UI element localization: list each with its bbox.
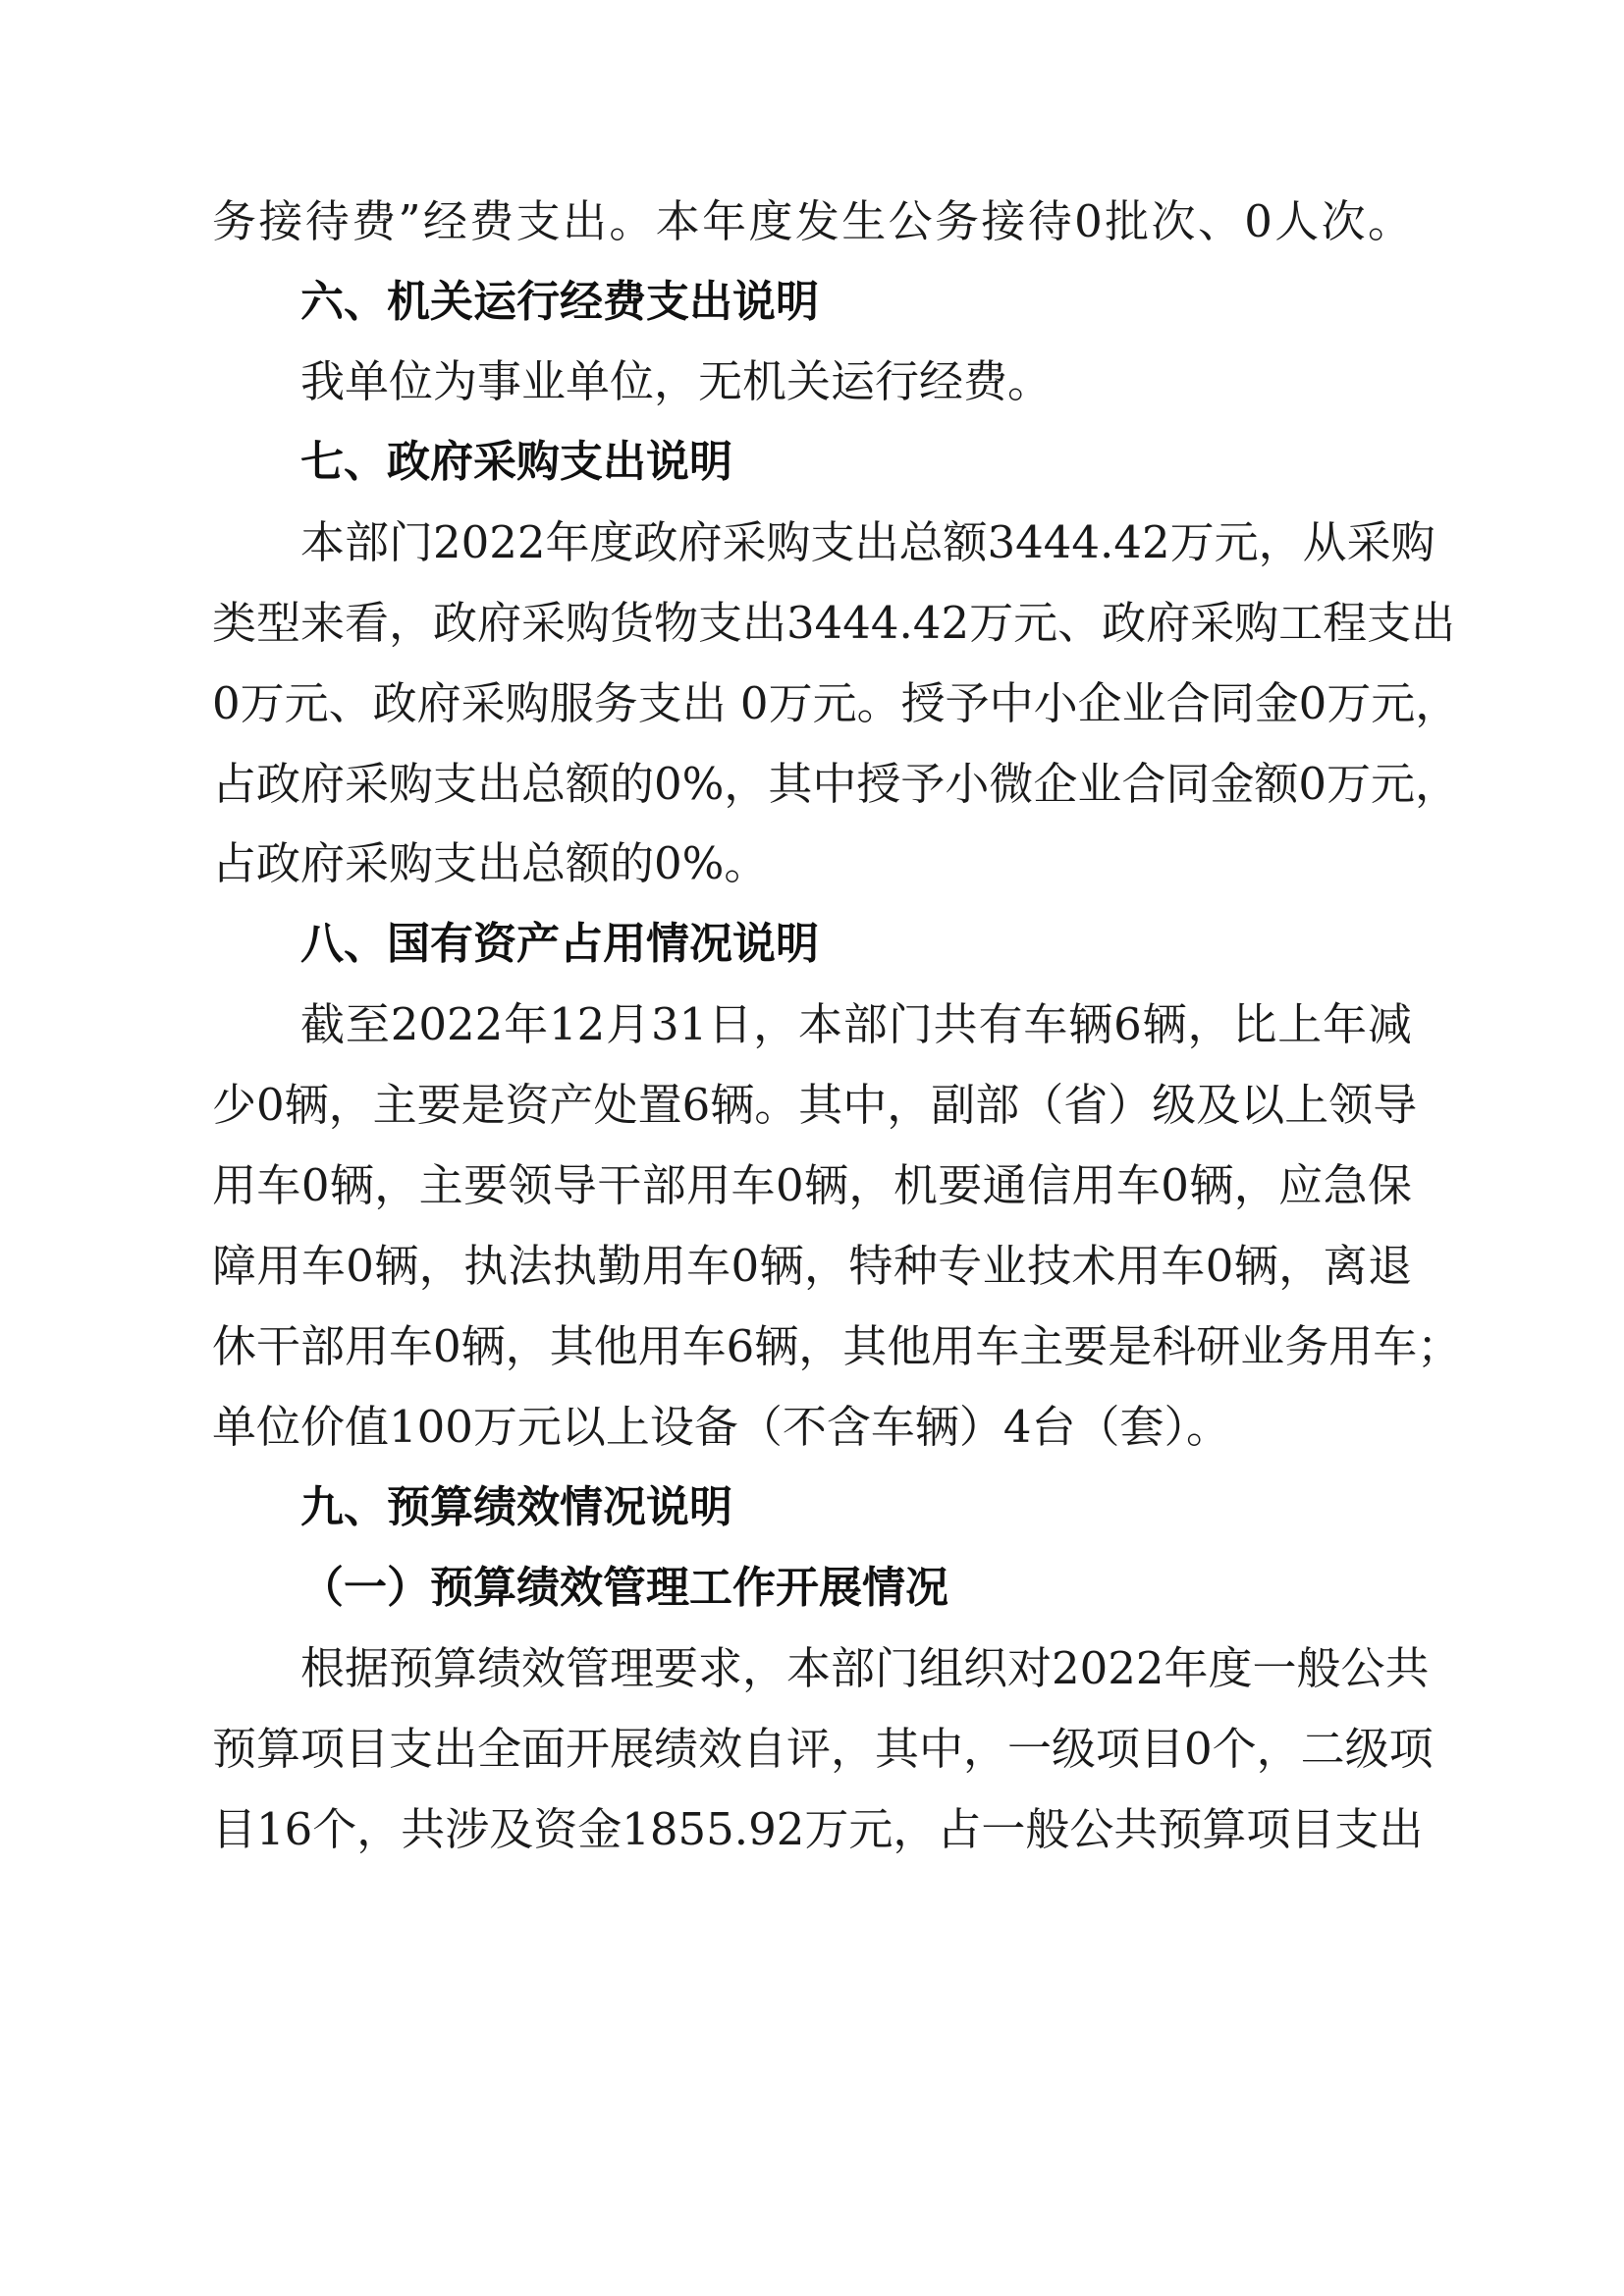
paragraph-line: 0万元、政府采购服务支出 0万元。授予中小企业合同金0万元， (212, 677, 1460, 729)
paragraph-line: 截至2022年12月31日，本部门共有车辆6辆，比上年减 (300, 998, 1412, 1050)
paragraph-line: 占政府采购支出总额的0%，其中授予小微企业合同金额0万元， (212, 758, 1460, 810)
paragraph-line: 用车0辆，主要领导干部用车0辆，机要通信用车0辆，应急保 (212, 1159, 1412, 1211)
paragraph-line: 单位价值100万元以上设备（不含车辆）4台（套）。 (212, 1401, 1231, 1453)
subsection-heading-9-1: （一）预算绩效管理工作开展情况 (300, 1563, 948, 1613)
section-heading-7: 七、政府采购支出说明 (300, 437, 732, 487)
section-heading-8: 八、国有资产占用情况说明 (300, 919, 819, 969)
paragraph-line: 根据预算绩效管理要求，本部门组织对2022年度一般公共 (300, 1642, 1430, 1694)
section-heading-9: 九、预算绩效情况说明 (300, 1482, 732, 1532)
paragraph-line: 少0辆，主要是资产处置6辆。其中，副部（省）级及以上领导 (212, 1079, 1418, 1131)
paragraph-line: 预算项目支出全面开展绩效自评，其中，一级项目0个，二级项 (212, 1723, 1434, 1775)
paragraph-line: 我单位为事业单位，无机关运行经费。 (300, 355, 1053, 407)
section-heading-6: 六、机关运行经费支出说明 (300, 277, 819, 327)
paragraph-line: 类型来看，政府采购货物支出3444.42万元、政府采购工程支出 (212, 597, 1456, 649)
paragraph-line: 休干部用车0辆，其他用车6辆，其他用车主要是科研业务用车； (212, 1320, 1462, 1372)
paragraph-line: 务接待费”经费支出。本年度发生公务接待0批次、0人次。 (212, 195, 1412, 247)
paragraph-line: 障用车0辆，执法执勤用车0辆，特种专业技术用车0辆，离退 (212, 1240, 1412, 1292)
paragraph-line: 目16个，共涉及资金1855.92万元，占一般公共预算项目支出 (212, 1803, 1424, 1855)
paragraph-line: 占政府采购支出总额的0%。 (212, 837, 769, 889)
paragraph-line: 本部门2022年度政府采购支出总额3444.42万元，从采购 (300, 516, 1435, 568)
